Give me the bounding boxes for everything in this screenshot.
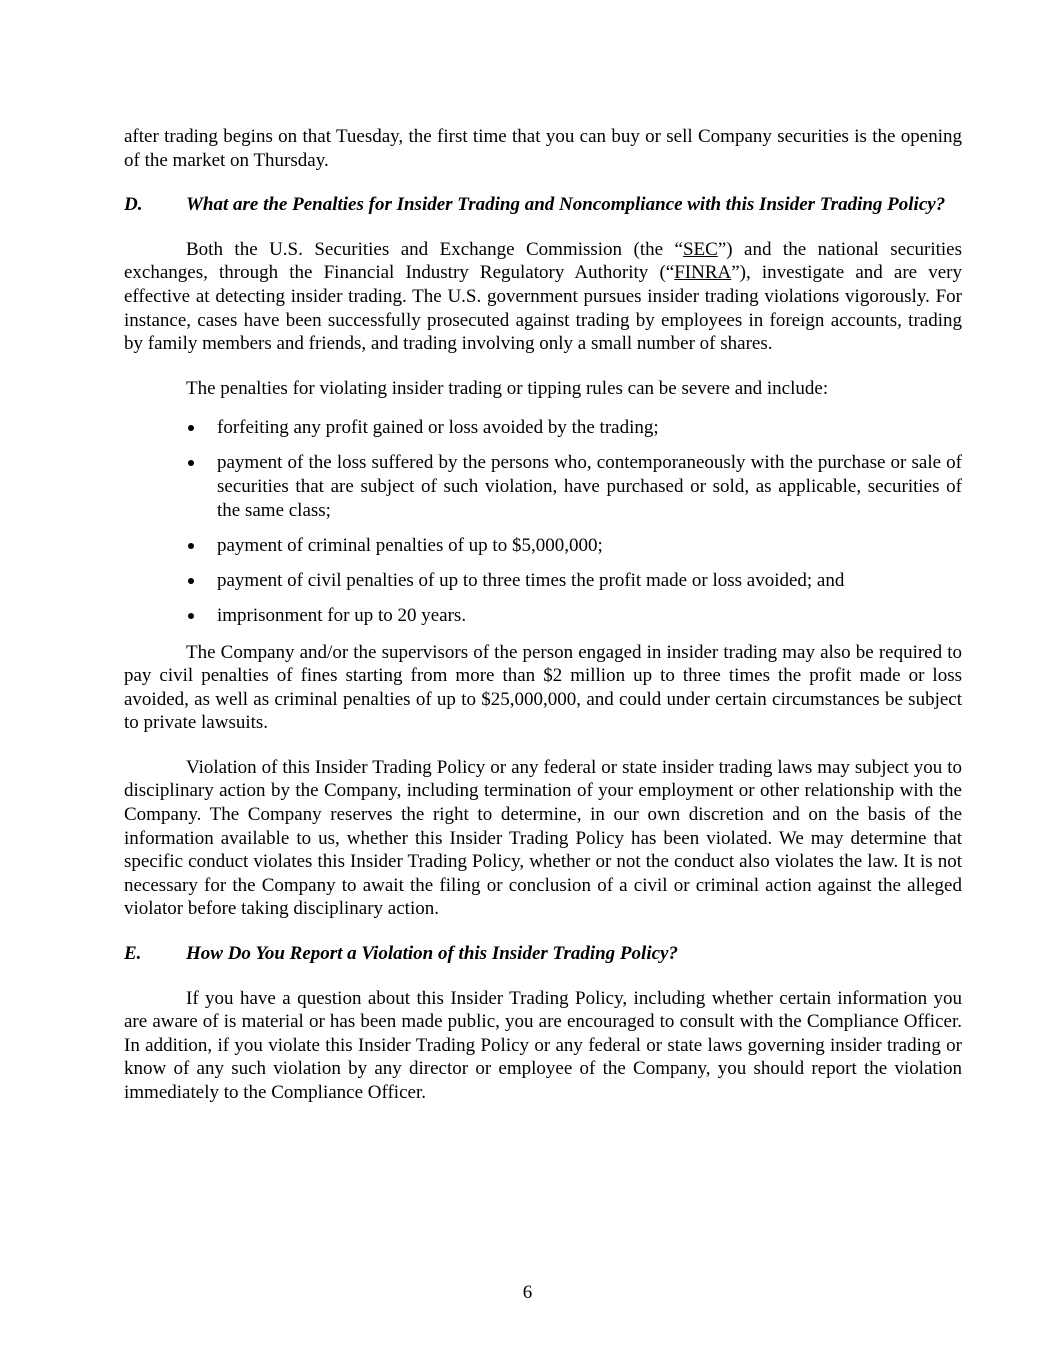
section-d-title: What are the Penalties for Insider Trading and Noncompliance with this Insider Trading Policy? bbox=[186, 194, 946, 216]
page-number: 6 bbox=[522, 1282, 533, 1303]
list-item bbox=[124, 604, 962, 628]
penalties-list bbox=[124, 416, 962, 627]
list-item bbox=[124, 451, 962, 522]
section-e-letter: E. bbox=[124, 943, 142, 965]
bullet-icon bbox=[124, 416, 217, 440]
list-item bbox=[124, 534, 962, 558]
document-page bbox=[124, 125, 962, 1105]
section-d-paragraph-1 bbox=[124, 238, 962, 356]
list-item-text: imprisonment for up to 20 years. bbox=[217, 604, 467, 626]
para1-text-2: ”) and the national securities exchanges, through the Financial Industry Regulatory Authority (“ bbox=[124, 238, 963, 284]
section-e-paragraph-1: If you have a question about this Insider Trading Policy, including whether certain information you are aware of is material or has been made public, you are encouraged to consult with the Compliance Officer. In addition, if you violate this Insider Trading Policy or any federal or state laws governing insider trading or know of any such violation by any director or employee of the Company, you should report the violation immediately to the Compliance Officer. bbox=[124, 987, 962, 1103]
section-d-paragraph-4: Violation of this Insider Trading Policy or any federal or state insider trading laws may subject you to disciplinary action by the Company, including termination of your employment or other relationship with the Company. The Company reserves the right to determine, in our own discretion and on the basis of the information available to us, whether this Insider Trading Policy has been violated. We may determine that specific conduct violates this Insider Trading Policy, whether or not the conduct also violates the law. It is not necessary for the Company to await the filing or conclusion of a civil or criminal action against the alleged violator before taking disciplinary action. bbox=[124, 756, 962, 920]
section-e-heading bbox=[124, 942, 962, 966]
bullet-icon bbox=[124, 569, 217, 593]
para1-text-3: ”), investigate and are very effective at detecting insider trading. The U.S. government pursues insider trading violations vigorously. For instance, cases have been successfully prosecuted against trading by employees in foreign accounts, trading by family members and friends, and trading involving only a small number of shares. bbox=[124, 262, 962, 355]
section-d-letter: D. bbox=[124, 194, 143, 216]
list-item bbox=[124, 416, 962, 440]
para1-text-1: Both the U.S. Securities and Exchange Commission (the “ bbox=[186, 238, 683, 260]
list-item-text: payment of criminal penalties of up to $5,000,000; bbox=[217, 534, 603, 556]
bullet-icon bbox=[124, 451, 217, 522]
section-d-paragraph-2: The penalties for violating insider trading or tipping rules can be severe and include: bbox=[186, 377, 829, 399]
list-item bbox=[124, 569, 962, 593]
section-d-heading bbox=[124, 193, 962, 217]
sec-defined-term: SEC bbox=[682, 238, 718, 260]
bullet-icon bbox=[124, 534, 217, 558]
list-item-text: forfeiting any profit gained or loss avoided by the trading; bbox=[217, 417, 659, 439]
section-d-paragraph-3: The Company and/or the supervisors of the person engaged in insider trading may also be required to pay civil penalties of fines starting from more than $2 million up to three times the profit made or loss avoided, as well as criminal penalties of up to $25,000,000, and could under certain circumstances be subject to private lawsuits. bbox=[124, 641, 962, 734]
bullet-icon bbox=[124, 604, 217, 628]
finra-defined-term: FINRA bbox=[674, 262, 732, 284]
section-e-title: How Do You Report a Violation of this Insider Trading Policy? bbox=[186, 943, 678, 965]
list-item-text: payment of the loss suffered by the persons who, contemporaneously with the purchase or sale of securities that are subject of such violation, have purchased or sold, as applicable, securities of the same class; bbox=[217, 452, 962, 521]
list-item-text: payment of civil penalties of up to three times the profit made or loss avoided; and bbox=[217, 569, 845, 591]
intro-paragraph: after trading begins on that Tuesday, the first time that you can buy or sell Company securities is the opening of the market on Thursday. bbox=[124, 126, 962, 171]
